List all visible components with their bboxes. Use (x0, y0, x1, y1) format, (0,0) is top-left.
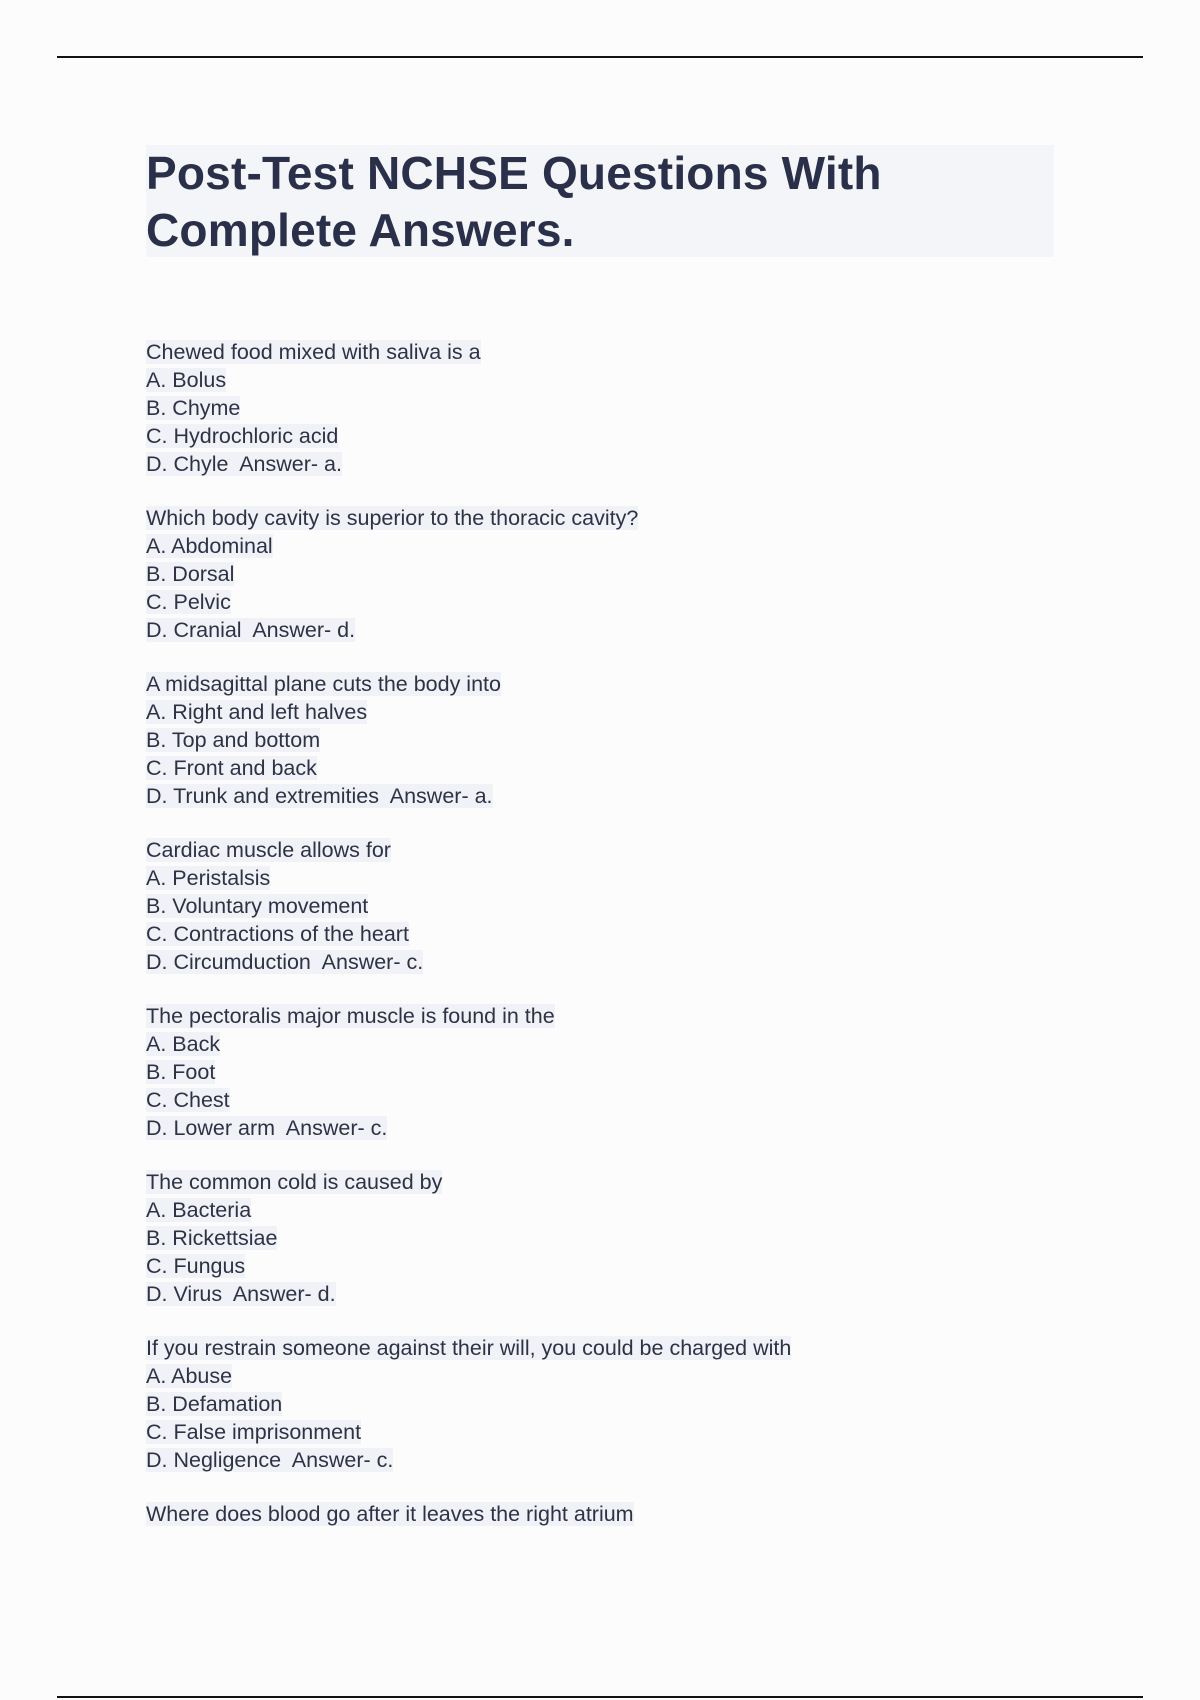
answer-option: C. Contractions of the heart (146, 922, 409, 946)
answer-option: B. Chyme (146, 396, 241, 420)
answer-option: D. Lower arm Answer- c. (146, 1116, 388, 1140)
answer-option: A. Bacteria (146, 1198, 252, 1222)
answer-option: D. Chyle Answer- a. (146, 452, 342, 476)
answer-option: D. Negligence Answer- c. (146, 1448, 394, 1472)
question-item (146, 1500, 1046, 1528)
question-item (146, 338, 1046, 478)
answer-option: B. Dorsal (146, 562, 235, 586)
question-item (146, 504, 1046, 644)
question-list (146, 338, 1046, 1554)
answer-option: D. Trunk and extremities Answer- a. (146, 784, 493, 808)
answer-option: A. Abuse (146, 1364, 233, 1388)
question-prompt: Where does blood go after it leaves the right atrium (146, 1502, 634, 1526)
question-item (146, 1334, 1046, 1474)
question-prompt: If you restrain someone against their will, you could be charged with (146, 1336, 792, 1360)
question-prompt: The common cold is caused by (146, 1170, 443, 1194)
answer-option: D. Virus Answer- d. (146, 1282, 336, 1306)
answer-option: D. Circumduction Answer- c. (146, 950, 424, 974)
question-prompt: Chewed food mixed with saliva is a (146, 340, 481, 364)
answer-option: B. Top and bottom (146, 728, 321, 752)
question-item (146, 1168, 1046, 1308)
bottom-rule (57, 1696, 1143, 1698)
answer-option: B. Rickettsiae (146, 1226, 278, 1250)
answer-option: C. Hydrochloric acid (146, 424, 339, 448)
question-prompt: The pectoralis major muscle is found in the (146, 1004, 555, 1028)
question-item (146, 836, 1046, 976)
answer-option: B. Defamation (146, 1392, 283, 1416)
answer-option: B. Voluntary movement (146, 894, 369, 918)
answer-option: A. Back (146, 1032, 221, 1056)
answer-option: A. Peristalsis (146, 866, 271, 890)
question-prompt: Which body cavity is superior to the thoracic cavity? (146, 506, 639, 530)
answer-option: C. Fungus (146, 1254, 246, 1278)
top-rule (57, 56, 1143, 58)
question-prompt: Cardiac muscle allows for (146, 838, 391, 862)
answer-option: C. False imprisonment (146, 1420, 362, 1444)
question-item (146, 670, 1046, 810)
question-prompt: A midsagittal plane cuts the body into (146, 672, 501, 696)
answer-option: A. Bolus (146, 368, 227, 392)
title-block (146, 145, 1054, 257)
answer-option: D. Cranial Answer- d. (146, 618, 356, 642)
question-item (146, 1002, 1046, 1142)
answer-option: B. Foot (146, 1060, 216, 1084)
answer-option: C. Pelvic (146, 590, 231, 614)
answer-option: C. Front and back (146, 756, 317, 780)
answer-option: A. Right and left halves (146, 700, 368, 724)
answer-option: A. Abdominal (146, 534, 273, 558)
answer-option: C. Chest (146, 1088, 230, 1112)
page-title: Post-Test NCHSE Questions With Complete Answers. (146, 147, 882, 256)
